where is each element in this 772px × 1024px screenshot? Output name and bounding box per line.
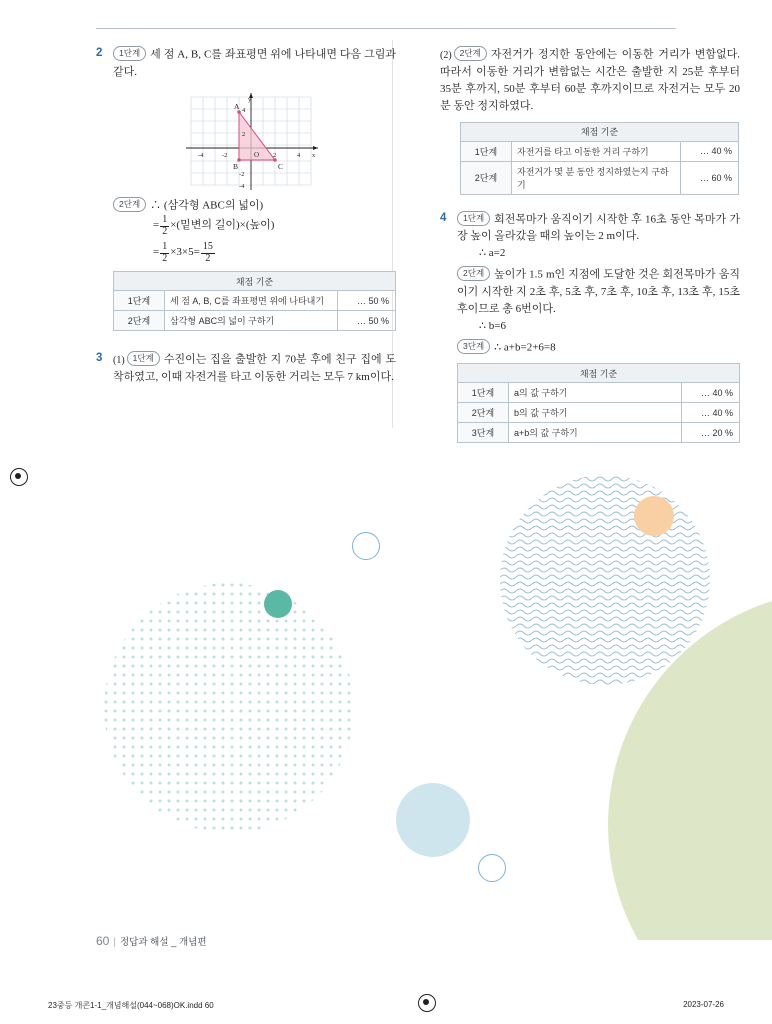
problem-4-step1 <box>457 211 740 246</box>
step-tag-2: 2단계 <box>454 46 487 61</box>
problem-2 <box>96 46 396 331</box>
decor-circle-wave-pattern <box>500 475 710 685</box>
eq-lead-2: = <box>153 246 160 258</box>
decor-circle-orange <box>634 496 674 536</box>
rubric-step: 2단계 <box>114 311 165 331</box>
svg-text:x: x <box>311 151 315 159</box>
problem-4-step3-result: ∴ a+b=2+6=8 <box>494 341 556 353</box>
rubric-step: 2단계 <box>458 403 509 423</box>
svg-text:-4: -4 <box>197 151 203 159</box>
decor-ring-small-top <box>352 532 380 560</box>
step-tag-1: 1단계 <box>113 46 146 61</box>
rubric-criteria: a+b의 값 구하기 <box>509 423 682 443</box>
fraction-half-1: $\frac{1}{2}$ <box>162 214 168 237</box>
page-number: 60 <box>96 934 110 948</box>
rubric-step: 1단계 <box>461 141 512 161</box>
rubric-pct: … 40 % <box>681 141 739 161</box>
rubric-table-problem-2 <box>113 271 396 331</box>
svg-text:y: y <box>247 95 251 103</box>
rubric-criteria: 자전거를 타고 이동한 거리 구하기 <box>512 141 681 161</box>
table-row <box>458 403 740 423</box>
problem-3-part1 <box>113 351 396 386</box>
decor-circle-teal <box>264 590 292 618</box>
rubric-criteria: b의 값 구하기 <box>509 403 682 423</box>
problem-3-step2-text: 자전거가 정지한 동안에는 이동한 거리가 변함없다. 따라서 이동한 거리가 변함없는 시간은 출발한 지 25분 후부터 35분 후까지, 50분 후부터 60분 후까지이므로 자전거는 모두 20분 동안 정지하였다. <box>440 48 740 112</box>
svg-text:2: 2 <box>241 130 245 138</box>
step-tag-1: 1단계 <box>457 211 490 226</box>
problem-2-step2-line1: ∴ (삼각형 ABC의 넓이) <box>150 199 264 211</box>
table-row <box>461 161 739 194</box>
problem-2-number: 2 <box>96 47 103 59</box>
decor-circle-lightblue <box>396 783 470 857</box>
svg-text:4: 4 <box>241 106 245 114</box>
rubric-pct: … 40 % <box>682 383 740 403</box>
rubric-step: 3단계 <box>458 423 509 443</box>
rubric-pct: … 50 % <box>338 291 396 311</box>
problem-4-step1-result: ∴ a=2 <box>479 247 506 259</box>
rubric-criteria: a의 값 구하기 <box>509 383 682 403</box>
rubric-header: 채점 기준 <box>461 122 739 141</box>
problem-4 <box>440 211 740 444</box>
rubric-pct: … 40 % <box>682 403 740 423</box>
problem-3-sub-1: (1) <box>113 354 125 366</box>
table-row <box>114 291 396 311</box>
print-slug-right: 2023-07-26 <box>683 1000 724 1009</box>
rubric-table-problem-4 <box>457 363 740 443</box>
problem-3-continued <box>440 46 740 195</box>
problem-4-step2 <box>457 266 740 318</box>
rubric-header: 채점 기준 <box>458 364 740 383</box>
rubric-header: 채점 기준 <box>114 272 396 291</box>
column-left <box>96 46 396 400</box>
footer-divider: | <box>113 937 116 948</box>
table-row <box>458 423 740 443</box>
fraction-half-2: $\frac{1}{2}$ <box>162 241 168 264</box>
problem-4-step2-result: ∴ b=6 <box>479 319 506 332</box>
rubric-step: 1단계 <box>458 383 509 403</box>
rubric-step: 2단계 <box>461 161 512 194</box>
svg-text:O: O <box>253 150 259 159</box>
svg-text:C: C <box>277 161 283 171</box>
svg-text:4: 4 <box>296 151 300 159</box>
decorative-background <box>0 440 772 940</box>
content-area <box>0 0 772 440</box>
registration-mark-bottom <box>418 994 436 1012</box>
step-tag-2: 2단계 <box>113 197 146 212</box>
rubric-table-problem-3 <box>460 122 739 195</box>
rubric-pct: … 20 % <box>682 423 740 443</box>
step-tag-1: 1단계 <box>127 351 160 366</box>
decor-ring-small-bottom <box>478 854 506 882</box>
problem-3-part2 <box>440 46 740 115</box>
table-row <box>114 311 396 331</box>
eq-mid: ×3×5= <box>170 246 200 258</box>
problem-2-step2-line2 <box>153 215 396 237</box>
problem-3-sub-2: (2) <box>440 49 452 61</box>
rubric-pct: … 50 % <box>338 311 396 331</box>
svg-text:A: A <box>233 101 239 111</box>
print-slug-left: 23중등 개콘1-1_개념해설(044~068)OK.indd 60 <box>48 1001 214 1010</box>
problem-3 <box>96 351 396 386</box>
svg-text:B: B <box>232 161 238 171</box>
problem-2-step1-text: 세 점 A, B, C를 좌표평면 위에 나타내면 다음 그림과 같다. <box>113 48 396 78</box>
rubric-step: 1단계 <box>114 291 165 311</box>
rubric-criteria: 자전거가 몇 분 동안 정지하였는지 구하기 <box>512 161 681 194</box>
footer-text: 정답과 해설 _ 개념편 <box>119 937 207 948</box>
eq-rest-1: ×(밑변의 길이)×(높이) <box>170 219 275 231</box>
problem-4-step1-text: 회전목마가 움직이기 시작한 후 16초 동안 목마가 가장 높이 올라갔을 때의 높이는 2 m이다. <box>457 213 740 242</box>
table-row <box>458 383 740 403</box>
step-tag-3: 3단계 <box>457 339 490 354</box>
fraction-fifteen-halves: $\frac{15}{2}$ <box>202 241 213 264</box>
problem-4-number: 4 <box>440 211 447 224</box>
decor-circle-dot-pattern <box>104 583 354 833</box>
problem-2-step2 <box>113 197 396 214</box>
eq-lead-1: = <box>153 219 160 231</box>
column-right <box>440 46 740 457</box>
problem-3-step1-text: 수진이는 집을 출발한 지 70분 후에 친구 집에 도착하였고, 이때 자전거를 타고 이동한 거리는 모두 7 km이다. <box>113 353 396 383</box>
svg-text:2: 2 <box>272 151 276 159</box>
rubric-pct: … 60 % <box>681 161 739 194</box>
problem-3-number: 3 <box>96 352 103 364</box>
problem-4-step2-text: 높이가 1.5 m인 지점에 도달한 것은 회전목마가 움직이기 시작한 지 2초 후, 5초 후, 7초 후, 10초 후, 13초 후, 15초 후이므로 총 6번이다. <box>457 268 740 315</box>
problem-4-step3 <box>457 339 740 357</box>
registration-mark-left <box>10 468 28 486</box>
step-tag-2: 2단계 <box>457 266 490 281</box>
problem-2-step2-line3 <box>153 242 396 264</box>
page-footer <box>96 934 207 948</box>
table-row <box>461 141 739 161</box>
rubric-criteria: 세 점 A, B, C를 좌표평면 위에 나타내기 <box>165 291 338 311</box>
rubric-criteria: 삼각형 ABC의 넓이 구하기 <box>165 311 338 331</box>
problem-2-step1 <box>113 46 396 81</box>
svg-text:-2: -2 <box>238 170 244 178</box>
problem-2-figure <box>113 87 396 195</box>
svg-text:-2: -2 <box>221 151 227 159</box>
svg-text:-4: -4 <box>238 182 244 190</box>
